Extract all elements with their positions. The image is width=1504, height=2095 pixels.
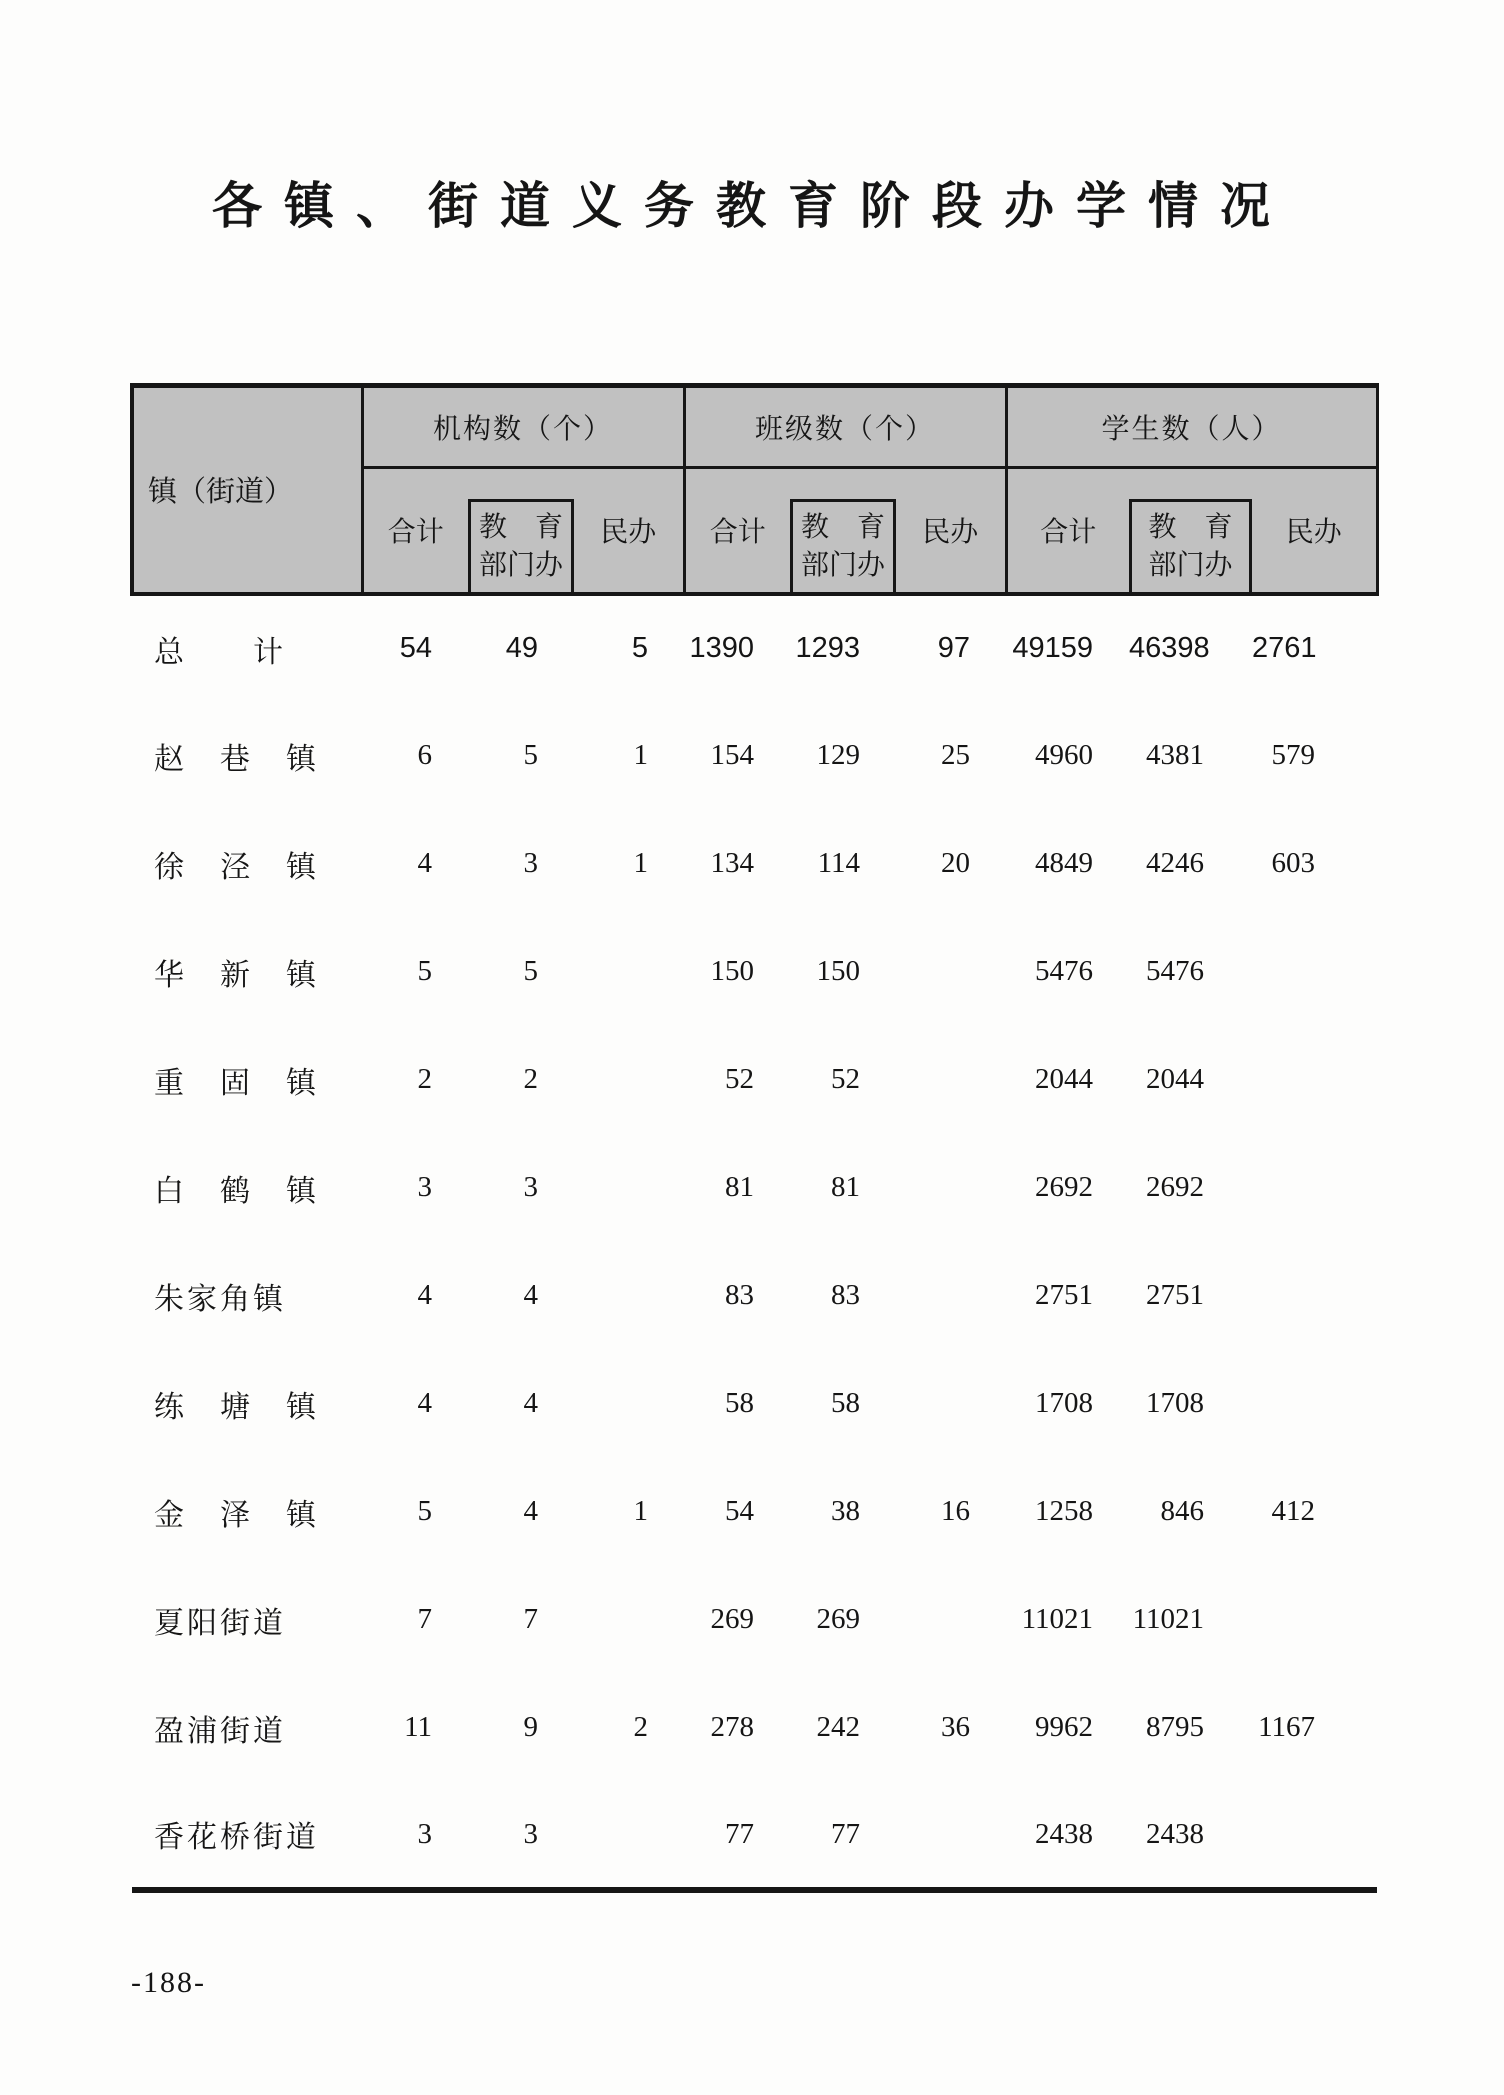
value-student-private bbox=[1252, 1782, 1377, 1890]
value-inst-private: 1 bbox=[633, 739, 649, 771]
value-class-edu-dept: 242 bbox=[816, 1711, 861, 1743]
town-name-cell bbox=[132, 1566, 362, 1674]
header-class-total: 合计 bbox=[684, 468, 790, 594]
town-name: 练 塘 镇 bbox=[154, 1390, 319, 1424]
value-class-private: 25 bbox=[941, 739, 971, 771]
table-row bbox=[132, 1350, 1377, 1458]
value-class-edu-dept: 58 bbox=[831, 1387, 861, 1419]
header-class-edu-dept bbox=[790, 468, 896, 594]
value-class-private: 36 bbox=[941, 1711, 971, 1743]
value-inst-total: 2 bbox=[417, 1063, 432, 1095]
value-student-edu-dept: 1708 bbox=[1146, 1387, 1205, 1419]
value-class-total: 278 bbox=[710, 1711, 755, 1743]
value-student-edu-dept: 2044 bbox=[1146, 1063, 1205, 1095]
value-student-total: 49159 bbox=[1012, 632, 1094, 664]
value-class-private: 20 bbox=[941, 847, 971, 879]
town-name-cell bbox=[132, 702, 362, 810]
header-inst-total: 合计 bbox=[362, 468, 468, 594]
value-inst-total: 6 bbox=[417, 739, 432, 771]
value-class-total: 54 bbox=[725, 1495, 755, 1527]
table-row bbox=[132, 810, 1377, 918]
value-inst-private bbox=[574, 1782, 684, 1890]
value-class-private bbox=[896, 1026, 1006, 1134]
value-class-edu-dept: 129 bbox=[816, 739, 861, 771]
value-class-total: 77 bbox=[725, 1817, 755, 1850]
table-body bbox=[132, 594, 1377, 1890]
value-student-edu-dept: 2438 bbox=[1146, 1817, 1205, 1850]
header-group-classes: 班级数（个） bbox=[684, 386, 1006, 468]
value-student-private bbox=[1252, 1566, 1377, 1674]
town-name: 白 鹤 镇 bbox=[154, 1174, 319, 1208]
value-inst-edu-dept: 5 bbox=[523, 955, 538, 987]
value-inst-edu-dept: 5 bbox=[523, 739, 538, 771]
value-inst-total: 5 bbox=[417, 955, 432, 987]
header-group-students: 学生数（人） bbox=[1006, 386, 1377, 468]
header-student-edu-dept bbox=[1129, 468, 1252, 594]
table-header bbox=[132, 386, 1377, 594]
header-student-total: 合计 bbox=[1006, 468, 1129, 594]
town-name-cell bbox=[132, 1782, 362, 1890]
value-student-total: 4849 bbox=[1035, 847, 1094, 879]
value-inst-private: 1 bbox=[633, 847, 649, 879]
value-class-private bbox=[896, 1350, 1006, 1458]
town-name: 总 计 bbox=[154, 635, 286, 669]
value-class-total: 134 bbox=[710, 847, 755, 879]
value-student-edu-dept: 846 bbox=[1160, 1495, 1205, 1527]
town-name: 夏阳街道 bbox=[154, 1606, 286, 1640]
town-name-cell bbox=[132, 1026, 362, 1134]
value-student-total: 5476 bbox=[1035, 955, 1094, 987]
value-class-edu-dept: 52 bbox=[831, 1063, 861, 1095]
value-class-total: 1390 bbox=[689, 632, 755, 664]
value-student-total: 2438 bbox=[1035, 1817, 1094, 1850]
town-name-cell bbox=[132, 1242, 362, 1350]
town-name: 赵 巷 镇 bbox=[154, 742, 319, 776]
value-student-private: 412 bbox=[1271, 1495, 1316, 1527]
value-student-private bbox=[1252, 1242, 1377, 1350]
table-row bbox=[132, 702, 1377, 810]
value-inst-private bbox=[574, 1566, 684, 1674]
table-row bbox=[132, 1566, 1377, 1674]
value-inst-private bbox=[574, 1134, 684, 1242]
value-student-edu-dept: 2751 bbox=[1146, 1279, 1205, 1311]
value-class-private bbox=[896, 1242, 1006, 1350]
value-inst-total: 7 bbox=[417, 1603, 432, 1635]
value-student-total: 9962 bbox=[1035, 1711, 1094, 1743]
town-name-cell bbox=[132, 594, 362, 702]
value-inst-edu-dept: 4 bbox=[523, 1387, 538, 1419]
value-inst-private: 1 bbox=[633, 1495, 649, 1527]
edu-dept-box: 教 育 部门办 bbox=[1129, 499, 1252, 592]
value-student-edu-dept: 5476 bbox=[1146, 955, 1205, 987]
table-row bbox=[132, 1026, 1377, 1134]
value-student-edu-dept: 8795 bbox=[1146, 1711, 1205, 1743]
table-row bbox=[132, 1458, 1377, 1566]
value-class-total: 269 bbox=[710, 1603, 755, 1635]
value-class-edu-dept: 77 bbox=[831, 1817, 861, 1850]
value-student-private: 579 bbox=[1271, 739, 1316, 771]
edu-dept-box: 教 育 部门办 bbox=[468, 499, 574, 592]
value-class-edu-dept: 38 bbox=[831, 1495, 861, 1527]
value-student-private: 603 bbox=[1271, 847, 1316, 879]
value-student-total: 2751 bbox=[1035, 1279, 1094, 1311]
value-inst-private: 2 bbox=[633, 1711, 649, 1743]
town-name-cell bbox=[132, 1134, 362, 1242]
value-inst-total: 11 bbox=[404, 1711, 432, 1743]
value-inst-private bbox=[574, 1350, 684, 1458]
value-inst-total: 54 bbox=[399, 632, 432, 664]
town-name: 香花桥街道 bbox=[154, 1821, 319, 1854]
value-student-private bbox=[1252, 1026, 1377, 1134]
value-student-total: 1258 bbox=[1035, 1495, 1094, 1527]
value-inst-private: 5 bbox=[631, 632, 649, 664]
value-class-total: 58 bbox=[725, 1387, 755, 1419]
town-name-cell bbox=[132, 1458, 362, 1566]
value-class-total: 150 bbox=[710, 955, 755, 987]
value-student-total: 2044 bbox=[1035, 1063, 1094, 1095]
header-group-institutions: 机构数（个） bbox=[362, 386, 684, 468]
page-title: 各镇、街道义务教育阶段办学情况 bbox=[212, 178, 1292, 234]
town-name-cell bbox=[132, 810, 362, 918]
value-student-private: 2761 bbox=[1252, 632, 1317, 664]
value-inst-edu-dept: 2 bbox=[523, 1063, 538, 1095]
value-class-private bbox=[896, 1566, 1006, 1674]
value-student-private bbox=[1252, 1350, 1377, 1458]
value-class-total: 81 bbox=[725, 1171, 755, 1203]
header-town-street: 镇（街道） bbox=[132, 386, 362, 594]
value-inst-total: 4 bbox=[417, 1279, 432, 1311]
value-inst-edu-dept: 7 bbox=[523, 1603, 538, 1635]
value-class-private bbox=[896, 1782, 1006, 1890]
town-name: 朱家角镇 bbox=[154, 1282, 286, 1316]
statistics-table bbox=[130, 383, 1379, 1893]
town-name-cell bbox=[132, 1674, 362, 1782]
value-inst-total: 4 bbox=[417, 1387, 432, 1419]
header-inst-edu-dept bbox=[468, 468, 574, 594]
value-inst-total: 3 bbox=[417, 1171, 432, 1203]
value-student-total: 11021 bbox=[1021, 1603, 1094, 1635]
value-inst-edu-dept: 4 bbox=[523, 1279, 538, 1311]
town-name: 徐 泾 镇 bbox=[154, 850, 319, 884]
value-student-total: 4960 bbox=[1035, 739, 1094, 771]
value-class-edu-dept: 114 bbox=[817, 847, 861, 879]
table-row bbox=[132, 918, 1377, 1026]
header-class-private: 民办 bbox=[896, 468, 1006, 594]
value-class-edu-dept: 81 bbox=[831, 1171, 861, 1203]
value-student-total: 2692 bbox=[1035, 1171, 1094, 1203]
value-student-edu-dept: 46398 bbox=[1129, 632, 1210, 664]
table-row bbox=[132, 594, 1377, 702]
table-row bbox=[132, 1242, 1377, 1350]
value-inst-private bbox=[574, 918, 684, 1026]
value-inst-private bbox=[574, 1242, 684, 1350]
value-class-edu-dept: 1293 bbox=[795, 632, 861, 664]
value-student-total: 1708 bbox=[1035, 1387, 1094, 1419]
value-inst-edu-dept: 3 bbox=[523, 847, 538, 879]
value-inst-total: 3 bbox=[417, 1817, 432, 1850]
header-student-private: 民办 bbox=[1252, 468, 1377, 594]
value-inst-edu-dept: 9 bbox=[523, 1711, 538, 1743]
value-class-total: 154 bbox=[710, 739, 755, 771]
value-inst-edu-dept: 3 bbox=[523, 1171, 538, 1203]
value-class-edu-dept: 83 bbox=[831, 1279, 861, 1311]
value-student-edu-dept: 4381 bbox=[1146, 739, 1205, 771]
value-class-total: 83 bbox=[725, 1279, 755, 1311]
value-class-total: 52 bbox=[725, 1063, 755, 1095]
town-name: 金 泽 镇 bbox=[154, 1498, 319, 1532]
page-number: -188- bbox=[131, 1966, 206, 1999]
value-class-private bbox=[896, 1134, 1006, 1242]
header-inst-private: 民办 bbox=[574, 468, 684, 594]
value-student-private bbox=[1252, 1134, 1377, 1242]
town-name-cell bbox=[132, 1350, 362, 1458]
value-student-edu-dept: 2692 bbox=[1146, 1171, 1205, 1203]
town-name: 重 固 镇 bbox=[154, 1066, 319, 1100]
value-class-private bbox=[896, 918, 1006, 1026]
town-name: 华 新 镇 bbox=[154, 958, 319, 992]
value-student-private bbox=[1252, 918, 1377, 1026]
value-class-private: 97 bbox=[937, 632, 971, 664]
value-inst-total: 4 bbox=[417, 847, 432, 879]
value-inst-private bbox=[574, 1026, 684, 1134]
value-class-edu-dept: 269 bbox=[816, 1603, 861, 1635]
value-class-edu-dept: 150 bbox=[816, 955, 861, 987]
value-class-private: 16 bbox=[941, 1495, 971, 1527]
table-row bbox=[132, 1134, 1377, 1242]
town-name-cell bbox=[132, 918, 362, 1026]
table-row bbox=[132, 1782, 1377, 1890]
value-inst-edu-dept: 49 bbox=[505, 632, 538, 664]
edu-dept-box: 教 育 部门办 bbox=[790, 499, 896, 592]
value-student-edu-dept: 11021 bbox=[1132, 1603, 1205, 1635]
value-student-edu-dept: 4246 bbox=[1146, 847, 1205, 879]
table-row bbox=[132, 1674, 1377, 1782]
value-inst-edu-dept: 4 bbox=[523, 1495, 538, 1527]
town-name: 盈浦街道 bbox=[154, 1714, 286, 1748]
value-inst-total: 5 bbox=[417, 1495, 432, 1527]
value-student-private: 1167 bbox=[1258, 1711, 1316, 1743]
value-inst-edu-dept: 3 bbox=[523, 1817, 538, 1850]
